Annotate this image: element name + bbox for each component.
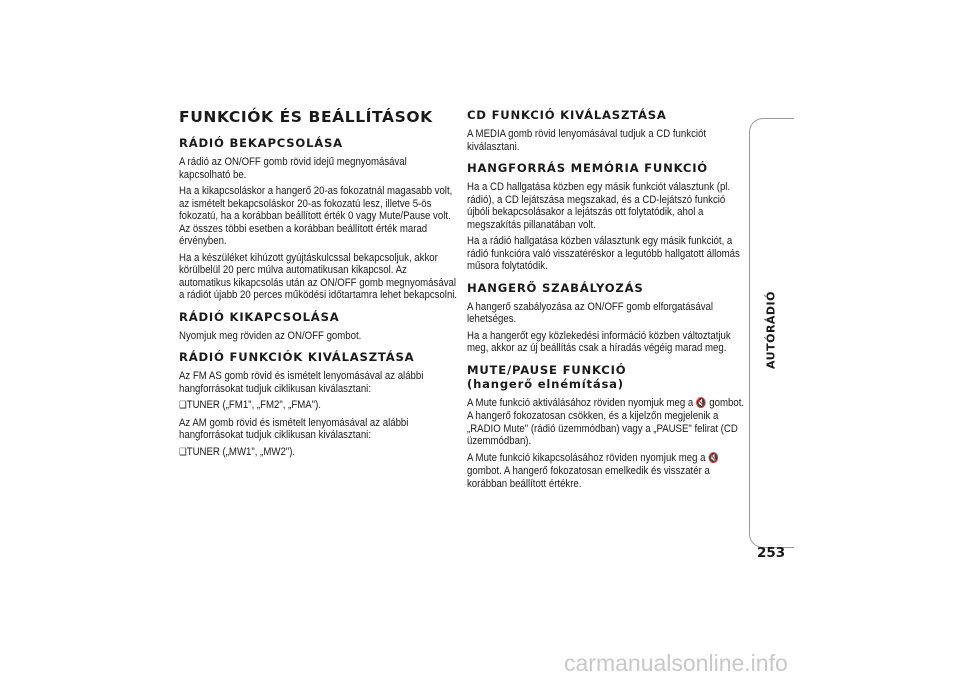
heading-mute-pause [467,363,749,391]
heading-line: MUTE/PAUSE FUNKCIÓ [467,362,627,377]
paragraph: A hangerő szabályozása az ON/OFF gomb elforgatásával lehetséges. [467,300,714,325]
right-column [467,108,749,494]
paragraph: Ha a rádió hallgatása közben választunk egy másik funkciót, a rádió funkcióra való visszatéréskor a legutóbb hallgatott állomás műsora folytatódik. [467,235,740,272]
paragraph: Ha a kikapcsoláskor a hangerő 20-as fokozatnál magasabb volt, az ismételt bekapcsoláskor 20-as fokozatú lesz, illetve 5-ös fokozatú, ha a korábban beállított érték 0 vagy Mute/Pause volt. Az összes többi esetben a korábban beállított érték marad érvényben. [179,185,453,247]
paragraph: A MEDIA gomb rövid lenyomásával tudjuk a CD funkciót kiválasztani. [467,128,707,153]
paragraph: Az AM gomb rövid és ismételt lenyomásával az alábbi hangforrásokat tudjuk ciklikusan kiválasztani: [179,416,409,441]
text-fragment: A Mute funkció aktiválásához röviden nyomjuk meg a [467,396,694,409]
paragraph: Az FM AS gomb rövid és ismételt lenyomásával az alábbi hangforrásokat tudjuk ciklikusan kiválasztani: [179,370,424,395]
text-fragment: A Mute funkció kikapcsolásához röviden nyomjuk meg a [467,451,706,464]
heading-line: (hangerő elnémítása) [467,376,624,391]
left-column [179,108,459,463]
paragraph: Ha a CD hallgatása közben egy másik funkciót választunk (pl. rádió), a CD lejátszása megszakad, és a CD-lejátszó funkció újbóli bekapcsolásakor a lejátszás ott folytatódik, ahol a megszakítás pillanatában volt. [467,181,731,231]
heading-source-memory: HANGFORRÁS MEMÓRIA FUNKCIÓ [467,161,708,175]
heading-radio-on: RÁDIÓ BEKAPCSOLÁSA [179,136,343,150]
paragraph: A rádió az ON/OFF gomb rövid idejű megnyomásával kapcsolható be. [179,156,407,181]
bullet-item: ❑ TUNER („FM1", „FM2", „FMA"). [179,399,458,413]
paragraph [467,397,748,448]
text-fragment: gombot. A hangerő fokozatosan emelkedik és visszatér a korábban beállított értékre. [467,465,710,490]
page-title: FUNKCIÓK ÉS BEÁLLÍTÁSOK [179,108,433,126]
page-number: 253 [757,545,786,561]
text-fragment: gombot. A hangerő fokozatosan csökken, és a kijelzőn megjelenik a „RADIO Mute" (rádió üzemmódban) vagy a „PAUSE" felirat (CD üzemmódban). [467,396,745,447]
heading-cd-function: CD FUNKCIÓ KIVÁLASZTÁSA [467,108,667,122]
paragraph: Ha a készüléket kihúzott gyújtáskulcssal bekapcsoljuk, akkor körülbelül 20 perc múlva automatikusan kikapcsol. Az automatikus kikapcsolás után az ON/OFF gomb megnyomásával a rádiót újabb 20 perces működési időtartamra lehet bekapcsolni. [179,251,458,301]
heading-volume: HANGERŐ SZABÁLYOZÁS [467,280,644,295]
heading-radio-off: RÁDIÓ KIKAPCSOLÁSA [179,309,340,324]
paragraph [467,452,748,491]
watermark: carmanualsonline.info [564,650,788,676]
section-label: AUTÓRÁDIÓ [764,290,778,370]
bullet-item: ❑ TUNER („MW1", „MW2"). [179,446,458,460]
heading-radio-functions: RÁDIÓ FUNKCIÓK KIVÁLASZTÁSA [179,350,415,364]
mute-speaker-icon: 🔇 [708,452,719,464]
paragraph: Ha a hangerőt egy közlekedési információ közben változtatjuk meg, akkor az új beállítás csak a híradás végéig marad meg. [467,329,731,354]
paragraph: Nyomjuk meg röviden az ON/OFF gombot. [179,329,362,342]
mute-speaker-icon: 🔇 [695,397,707,409]
